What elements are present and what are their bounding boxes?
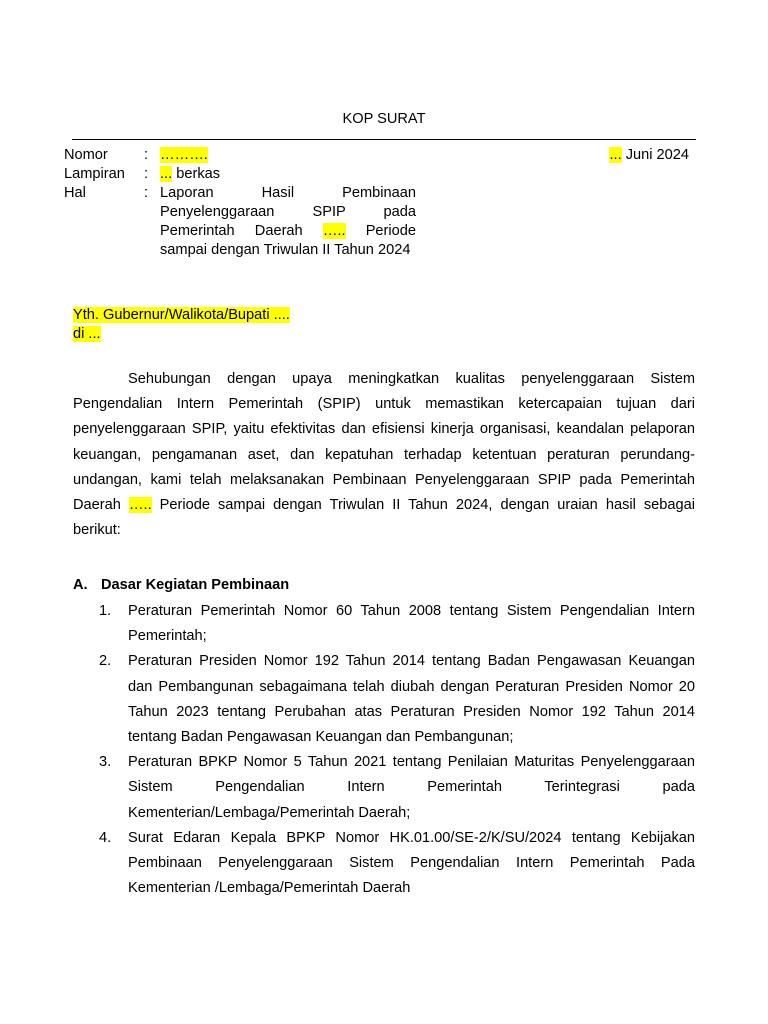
- list-item: [99, 826, 695, 902]
- nomor-value: [160, 146, 416, 165]
- list-item-number: 4.: [99, 829, 112, 846]
- nomor-label: Nomor: [64, 147, 108, 163]
- hal-separator: :: [144, 185, 149, 201]
- list-item-number: 1.: [99, 603, 112, 619]
- list-item: [99, 649, 695, 750]
- lampiran-separator: :: [144, 166, 149, 182]
- lampiran-suffix: berkas: [172, 166, 221, 182]
- date-month-year: Juni 2024: [621, 147, 689, 163]
- section-a-title: Dasar Kegiatan Pembinaan: [101, 577, 290, 593]
- addressee-line2: di ...: [73, 326, 101, 342]
- body-text-end: Periode sampai dengan Triwulan II Tahun 2024, dengan uraian hasil sebagai berikut:: [73, 497, 696, 539]
- body-blank: …..: [128, 497, 152, 514]
- list-item-text: Peraturan Pemerintah Nomor 60 Tahun 2008 tentang Sistem Pengendalian Intern Pemerintah;: [128, 603, 695, 645]
- lampiran-row: [64, 165, 424, 184]
- section-a-letter: A.: [73, 577, 88, 593]
- letterhead-divider: [72, 139, 696, 140]
- hal-label: Hal: [64, 185, 86, 201]
- legal-basis-list: [99, 599, 695, 901]
- list-item: [99, 599, 695, 649]
- section-a-heading: [73, 576, 289, 595]
- list-item-text: Peraturan Presiden Nomor 192 Tahun 2014 tentang Badan Pengawasan Keuangan dan Pembangunan sebagaimana telah diubah dengan Peraturan Presiden Nomor 20 Tahun 2023 tentang Perubahan atas Peraturan Presiden Nomor 192 Tahun 2014 tentang Badan Pengawasan Keuangan dan Pembangunan;: [128, 653, 695, 746]
- letter-date: [609, 146, 689, 165]
- letter-meta: [64, 146, 424, 260]
- hal-blank: …..: [322, 223, 346, 239]
- addressee: [73, 306, 290, 344]
- date-day-blank: ...: [609, 147, 622, 163]
- lampiran-label: Lampiran: [64, 166, 125, 182]
- list-item-text: Surat Edaran Kepala BPKP Nomor HK.01.00/SE-2/K/SU/2024 tentang Kebijakan Pembinaan Penyelenggaraan Sistem Pengendalian Intern Pemerintah Pada Kementerian /Lembaga/Pemerintah Daerah: [128, 829, 695, 897]
- hal-text-start: Laporan Hasil Pembinaan Penyelenggaraan SPIP pada Pemerintah Daerah: [160, 185, 416, 239]
- body-text-start: Sehubungan dengan upaya meningkatkan kualitas penyelenggaraan Sistem Pengendalian Intern Pemerintah (SPIP) untuk memastikan ketercapaian tujuan dari penyelenggaraan SPIP, yaitu efektivitas dan efisiensi kinerja organisasi, keandalan pelaporan keuangan, pengamanan aset, dan kepatuhan terhadap ketentuan peraturan perundang-undangan, kami telah melaksanakan Pembinaan Penyelenggaraan SPIP pada Pemerintah Daerah: [73, 371, 695, 514]
- hal-text-end: Periode sampai dengan Triwulan II Tahun 2024: [160, 223, 416, 258]
- lampiran-blank: ...: [160, 166, 173, 182]
- nomor-row: [64, 146, 424, 165]
- list-item: [99, 750, 695, 826]
- letterhead-title: KOP SURAT: [342, 111, 426, 127]
- list-item-number: 2.: [99, 653, 112, 670]
- hal-row: [64, 184, 424, 260]
- body-paragraph: [73, 367, 695, 543]
- list-item-text: Peraturan BPKP Nomor 5 Tahun 2021 tentang Penilaian Maturitas Penyelenggaraan Sistem Pengendalian Intern Pemerintah Terintegrasi pada Kementerian/Lembaga/Pemerintah Daerah;: [128, 754, 695, 821]
- list-item-number: 3.: [99, 754, 112, 771]
- addressee-line1: Yth. Gubernur/Walikota/Bupati ....: [73, 307, 290, 323]
- nomor-blank: ……….: [160, 147, 208, 163]
- lampiran-value: [160, 165, 416, 184]
- hal-value: [160, 184, 416, 260]
- nomor-separator: :: [144, 147, 149, 163]
